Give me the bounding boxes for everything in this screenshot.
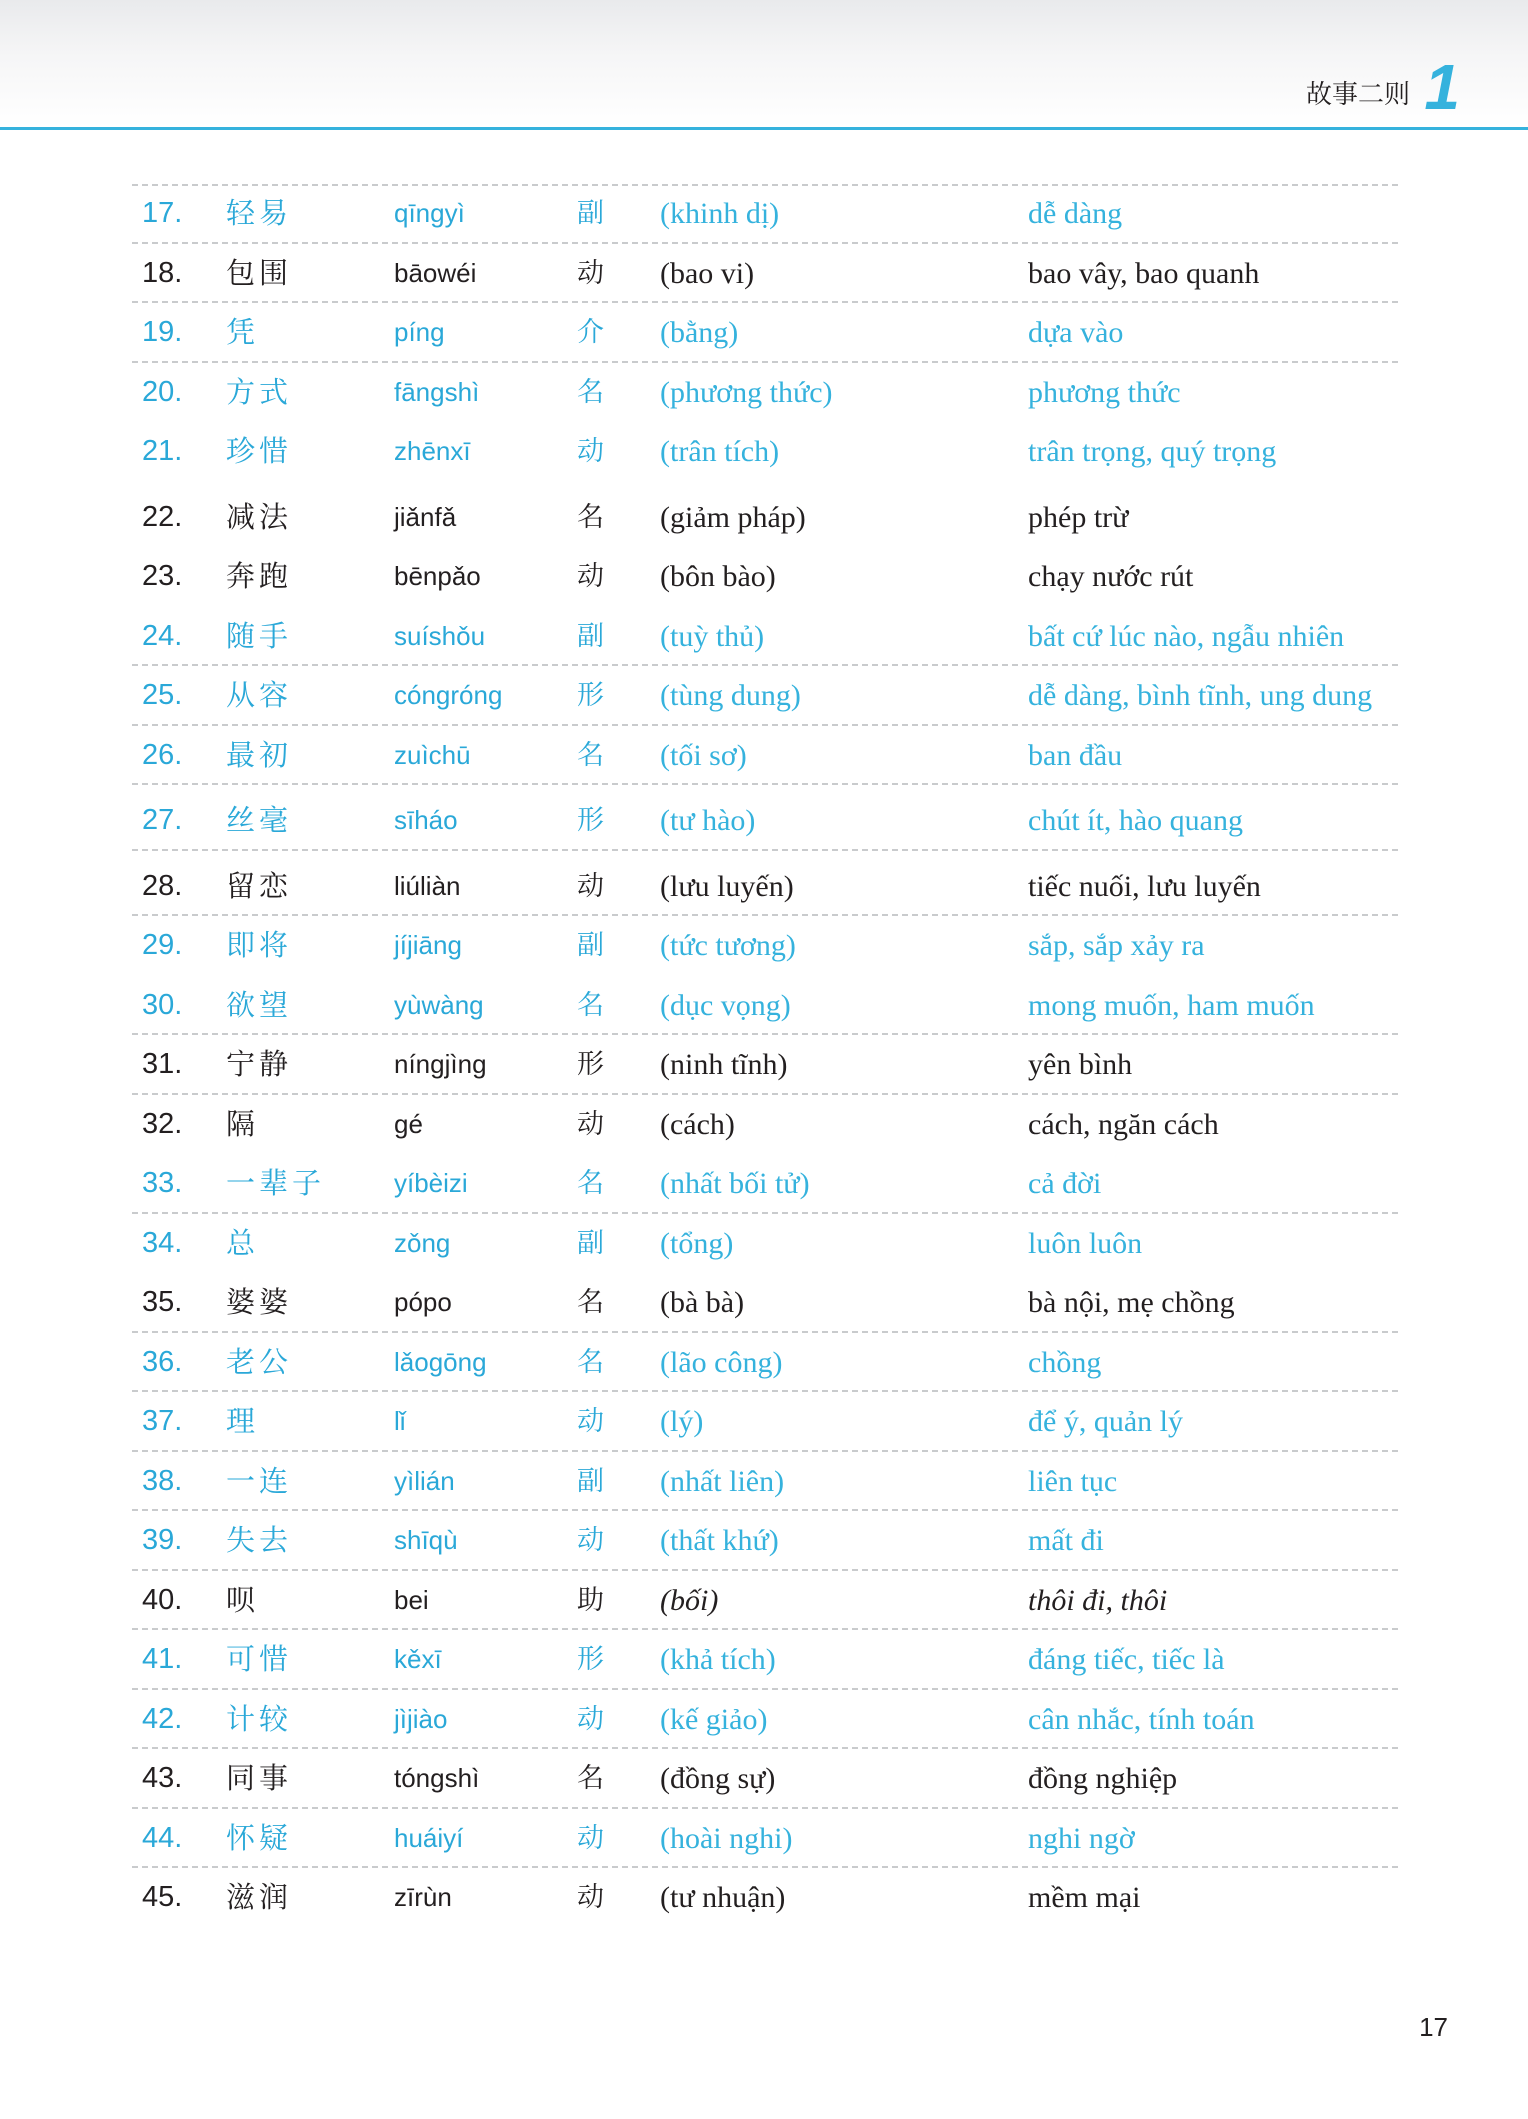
entry-number: 34. — [142, 1226, 183, 1259]
entry-pinyin: zīrùn — [394, 1882, 452, 1912]
entry-part-of-speech: 动 — [577, 1882, 604, 1913]
entry-hanzi: 老公 — [226, 1344, 293, 1379]
entry-meaning: dễ dàng, bình tĩnh, ung dung — [1028, 679, 1373, 712]
entry-hanzi: 总 — [226, 1225, 260, 1260]
entry-part-of-speech: 形 — [577, 1644, 604, 1675]
entry-hanzi: 轻易 — [226, 196, 293, 230]
entry-number: 19. — [142, 316, 183, 348]
entry-han-viet: (thất khứ) — [660, 1524, 779, 1557]
entry-hanzi: 失去 — [226, 1523, 293, 1557]
entry-number: 25. — [142, 679, 183, 711]
entry-number: 45. — [142, 1881, 183, 1913]
vocab-row — [132, 1749, 1398, 1809]
vocab-row — [132, 1333, 1398, 1393]
entry-number: 28. — [142, 869, 183, 902]
entry-meaning: dễ dàng — [1028, 197, 1123, 230]
entry-part-of-speech: 名 — [577, 376, 604, 408]
entry-pinyin: zǒng — [394, 1227, 451, 1258]
entry-pinyin: fāngshì — [394, 376, 480, 407]
vocab-row — [132, 726, 1398, 786]
entry-part-of-speech: 动 — [577, 1406, 604, 1437]
entry-number: 23. — [142, 560, 183, 592]
entry-pinyin: zuìchū — [394, 739, 471, 770]
entry-meaning: đồng nghiệp — [1028, 1762, 1178, 1795]
entry-hanzi: 怀疑 — [226, 1820, 293, 1855]
vocab-row — [132, 1690, 1398, 1750]
vocabulary-list — [132, 184, 1398, 1928]
entry-meaning: cả đời — [1028, 1167, 1102, 1200]
entry-meaning: phương thức — [1028, 375, 1181, 409]
entry-meaning: bao vây, bao quanh — [1028, 256, 1260, 290]
entry-number: 44. — [142, 1821, 183, 1854]
entry-meaning: chồng — [1028, 1345, 1102, 1379]
vocab-row — [132, 1154, 1398, 1214]
entry-pinyin: píng — [394, 317, 445, 347]
entry-meaning: yên bình — [1028, 1048, 1133, 1081]
entry-number: 43. — [142, 1762, 183, 1794]
entry-pinyin: huáiyí — [394, 1822, 464, 1853]
vocab-row — [132, 607, 1398, 667]
entry-meaning: mềm mại — [1028, 1881, 1141, 1914]
entry-han-viet: (tư nhuận) — [660, 1881, 786, 1914]
entry-meaning: tiếc nuối, lưu luyến — [1028, 869, 1261, 903]
entry-number: 24. — [142, 619, 183, 652]
vocab-row — [132, 1511, 1398, 1571]
entry-pinyin: níngjìng — [394, 1049, 487, 1079]
entry-pinyin: sīháo — [394, 805, 458, 835]
entry-hanzi: 可惜 — [226, 1642, 293, 1676]
entry-han-viet: (dục vọng) — [660, 988, 791, 1022]
entry-han-viet: (tuỳ thủ) — [660, 619, 765, 653]
entry-part-of-speech: 副 — [577, 620, 604, 652]
vocab-row — [132, 976, 1398, 1036]
entry-han-viet: (bà bà) — [660, 1286, 745, 1319]
entry-hanzi: 包围 — [226, 255, 293, 290]
entry-number: 17. — [142, 197, 183, 229]
entry-meaning: đáng tiếc, tiếc là — [1028, 1643, 1225, 1676]
entry-hanzi: 计较 — [226, 1701, 293, 1736]
entry-part-of-speech: 动 — [577, 257, 604, 289]
entry-han-viet: (nhất bối tử) — [660, 1167, 810, 1200]
entry-part-of-speech: 形 — [577, 805, 604, 836]
entry-pinyin: jíjiāng — [394, 930, 462, 960]
entry-part-of-speech: 动 — [577, 561, 604, 592]
vocab-row — [132, 422, 1398, 482]
entry-pinyin: kěxī — [394, 1644, 442, 1674]
entry-meaning: bà nội, mẹ chồng — [1028, 1286, 1235, 1319]
vocab-row — [132, 303, 1398, 363]
entry-hanzi: 珍惜 — [226, 434, 293, 468]
entry-han-viet: (lưu luyến) — [660, 869, 794, 903]
vocab-row — [132, 1571, 1398, 1631]
vocab-row — [132, 1035, 1398, 1095]
entry-number: 40. — [142, 1583, 183, 1616]
entry-hanzi: 减法 — [226, 499, 293, 534]
entry-hanzi: 同事 — [226, 1761, 293, 1795]
entry-hanzi: 一连 — [226, 1463, 293, 1498]
entry-part-of-speech: 名 — [577, 501, 604, 533]
page-number: 17 — [1419, 2012, 1448, 2042]
entry-meaning: chạy nước rút — [1028, 560, 1194, 593]
entry-number: 32. — [142, 1107, 183, 1140]
entry-hanzi: 宁静 — [226, 1047, 293, 1081]
entry-part-of-speech: 动 — [577, 436, 604, 467]
entry-han-viet: (tức tương) — [660, 929, 796, 962]
entry-part-of-speech: 名 — [577, 1346, 604, 1378]
entry-pinyin: shīqù — [394, 1525, 458, 1555]
entry-pinyin: lǐ — [394, 1406, 406, 1436]
entry-han-viet: (ninh tĩnh) — [660, 1048, 788, 1081]
entry-number: 38. — [142, 1464, 183, 1497]
entry-meaning: thôi đi, thôi — [1028, 1583, 1168, 1617]
entry-pinyin: suíshǒu — [394, 620, 486, 651]
entry-meaning: phép trừ — [1028, 500, 1129, 534]
entry-han-viet: (tối sơ) — [660, 738, 747, 772]
entry-han-viet: (tùng dung) — [660, 679, 801, 712]
entry-part-of-speech: 名 — [577, 1168, 604, 1199]
entry-pinyin: jiǎnfǎ — [394, 501, 457, 532]
page-header — [0, 0, 1528, 130]
entry-number: 39. — [142, 1524, 183, 1556]
entry-number: 35. — [142, 1286, 183, 1318]
entry-hanzi: 滋润 — [226, 1880, 293, 1914]
entry-hanzi: 方式 — [226, 374, 293, 409]
entry-meaning: bất cứ lúc nào, ngẫu nhiên — [1028, 619, 1345, 653]
entry-pinyin: bāowéi — [394, 257, 477, 288]
entry-hanzi: 即将 — [226, 928, 293, 962]
vocab-row — [132, 1273, 1398, 1333]
entry-pinyin: yìlián — [394, 1465, 455, 1496]
entry-number: 33. — [142, 1167, 183, 1199]
entry-han-viet: (cách) — [660, 1107, 735, 1141]
vocab-row — [132, 1214, 1398, 1274]
lesson-title: 故事二则 — [1305, 80, 1410, 110]
entry-pinyin: lǎogōng — [394, 1346, 487, 1377]
vocab-row — [132, 666, 1398, 726]
entry-pinyin: yùwàng — [394, 989, 484, 1020]
entry-number: 21. — [142, 435, 183, 467]
entry-pinyin: gé — [394, 1108, 423, 1139]
entry-hanzi: 奔跑 — [226, 559, 293, 593]
entry-hanzi: 欲望 — [226, 987, 293, 1022]
entry-han-viet: (tư hào) — [660, 804, 756, 837]
entry-number: 18. — [142, 256, 183, 289]
entry-meaning: nghi ngờ — [1028, 1821, 1135, 1855]
entry-part-of-speech: 介 — [577, 317, 604, 348]
entry-hanzi: 隔 — [226, 1106, 260, 1141]
entry-hanzi: 呗 — [226, 1582, 260, 1617]
entry-part-of-speech: 副 — [577, 1465, 604, 1497]
entry-part-of-speech: 名 — [577, 1763, 604, 1794]
entry-number: 36. — [142, 1345, 183, 1378]
entry-pinyin: qīngyì — [394, 198, 465, 228]
entry-han-viet: (kế giảo) — [660, 1702, 768, 1736]
entry-part-of-speech: 动 — [577, 1703, 604, 1735]
vocab-row — [132, 1809, 1398, 1869]
entry-pinyin: bei — [394, 1584, 429, 1615]
entry-han-viet: (hoài nghi) — [660, 1821, 793, 1855]
entry-han-viet: (bằng) — [660, 316, 739, 349]
vocab-row — [132, 363, 1398, 423]
entry-pinyin: bēnpǎo — [394, 561, 481, 591]
entry-hanzi: 凭 — [226, 315, 260, 349]
entry-han-viet: (bối) — [660, 1583, 719, 1617]
entry-number: 22. — [142, 500, 183, 533]
entry-han-viet: (phương thức) — [660, 375, 833, 409]
vocab-row — [132, 1095, 1398, 1155]
entry-part-of-speech: 副 — [577, 198, 604, 229]
entry-hanzi: 随手 — [226, 618, 293, 653]
entry-hanzi: 理 — [226, 1404, 260, 1438]
entry-meaning: cân nhắc, tính toán — [1028, 1702, 1255, 1736]
entry-part-of-speech: 名 — [577, 739, 604, 771]
entry-meaning: ban đầu — [1028, 738, 1123, 772]
entry-number: 26. — [142, 738, 183, 771]
vocab-row — [132, 1452, 1398, 1512]
vocab-row — [132, 1630, 1398, 1690]
entry-part-of-speech: 名 — [577, 989, 604, 1021]
lesson-number: 1 — [1424, 51, 1460, 123]
entry-hanzi: 婆婆 — [226, 1285, 293, 1319]
entry-number: 42. — [142, 1702, 183, 1735]
entry-number: 20. — [142, 375, 183, 408]
vocab-row — [132, 1868, 1398, 1928]
entry-han-viet: (lão công) — [660, 1345, 783, 1379]
entry-meaning: chút ít, hào quang — [1028, 804, 1243, 837]
vocab-row — [132, 488, 1398, 548]
entry-part-of-speech: 名 — [577, 1287, 604, 1318]
entry-part-of-speech: 形 — [577, 1049, 604, 1080]
entry-part-of-speech: 副 — [577, 930, 604, 961]
entry-hanzi: 一辈子 — [226, 1166, 326, 1200]
entry-han-viet: (trân tích) — [660, 435, 780, 468]
entry-number: 30. — [142, 988, 183, 1021]
entry-part-of-speech: 形 — [577, 680, 604, 711]
entry-part-of-speech: 助 — [577, 1584, 604, 1616]
entry-meaning: dựa vào — [1028, 316, 1124, 349]
entry-number: 27. — [142, 804, 183, 836]
entry-meaning: cách, ngăn cách — [1028, 1107, 1219, 1141]
entry-meaning: sắp, sắp xảy ra — [1028, 929, 1205, 962]
entry-meaning: mất đi — [1028, 1524, 1104, 1557]
entry-hanzi: 最初 — [226, 737, 293, 772]
vocab-row — [132, 1392, 1398, 1452]
entry-pinyin: cóngróng — [394, 680, 503, 710]
vocab-row — [132, 184, 1398, 244]
entry-pinyin: tóngshì — [394, 1763, 480, 1793]
entry-meaning: mong muốn, ham muốn — [1028, 988, 1315, 1022]
entry-number: 41. — [142, 1643, 183, 1675]
entry-meaning: trân trọng, quý trọng — [1028, 435, 1277, 468]
entry-pinyin: zhēnxī — [394, 436, 471, 466]
entry-part-of-speech: 动 — [577, 1525, 604, 1556]
entry-number: 31. — [142, 1048, 183, 1080]
entry-han-viet: (tổng) — [660, 1226, 734, 1260]
vocab-row — [132, 916, 1398, 976]
entry-hanzi: 留恋 — [226, 868, 293, 903]
entry-han-viet: (đồng sự) — [660, 1762, 776, 1795]
entry-number: 29. — [142, 929, 183, 961]
entry-han-viet: (khinh dị) — [660, 197, 780, 230]
entry-part-of-speech: 动 — [577, 870, 604, 902]
entry-number: 37. — [142, 1405, 183, 1437]
entry-hanzi: 从容 — [226, 678, 293, 712]
vocab-row — [132, 791, 1398, 851]
entry-part-of-speech: 动 — [577, 1822, 604, 1854]
entry-part-of-speech: 副 — [577, 1227, 604, 1259]
entry-han-viet: (bao vi) — [660, 256, 755, 290]
entry-hanzi: 丝毫 — [226, 803, 293, 837]
entry-pinyin: pópo — [394, 1287, 452, 1317]
vocab-row — [132, 244, 1398, 304]
entry-part-of-speech: 动 — [577, 1108, 604, 1140]
vocab-row — [132, 857, 1398, 917]
entry-meaning: liên tục — [1028, 1464, 1118, 1498]
entry-han-viet: (giảm pháp) — [660, 500, 806, 534]
entry-han-viet: (khả tích) — [660, 1643, 776, 1676]
entry-han-viet: (lý) — [660, 1405, 704, 1438]
entry-pinyin: liúliàn — [394, 870, 461, 901]
entry-pinyin: jìjiào — [394, 1703, 448, 1734]
entry-meaning: để ý, quản lý — [1028, 1405, 1183, 1438]
entry-han-viet: (nhất liên) — [660, 1464, 785, 1498]
entry-han-viet: (bôn bào) — [660, 560, 776, 593]
entry-pinyin: yíbèizi — [394, 1168, 468, 1198]
vocab-row — [132, 547, 1398, 607]
entry-meaning: luôn luôn — [1028, 1226, 1143, 1260]
